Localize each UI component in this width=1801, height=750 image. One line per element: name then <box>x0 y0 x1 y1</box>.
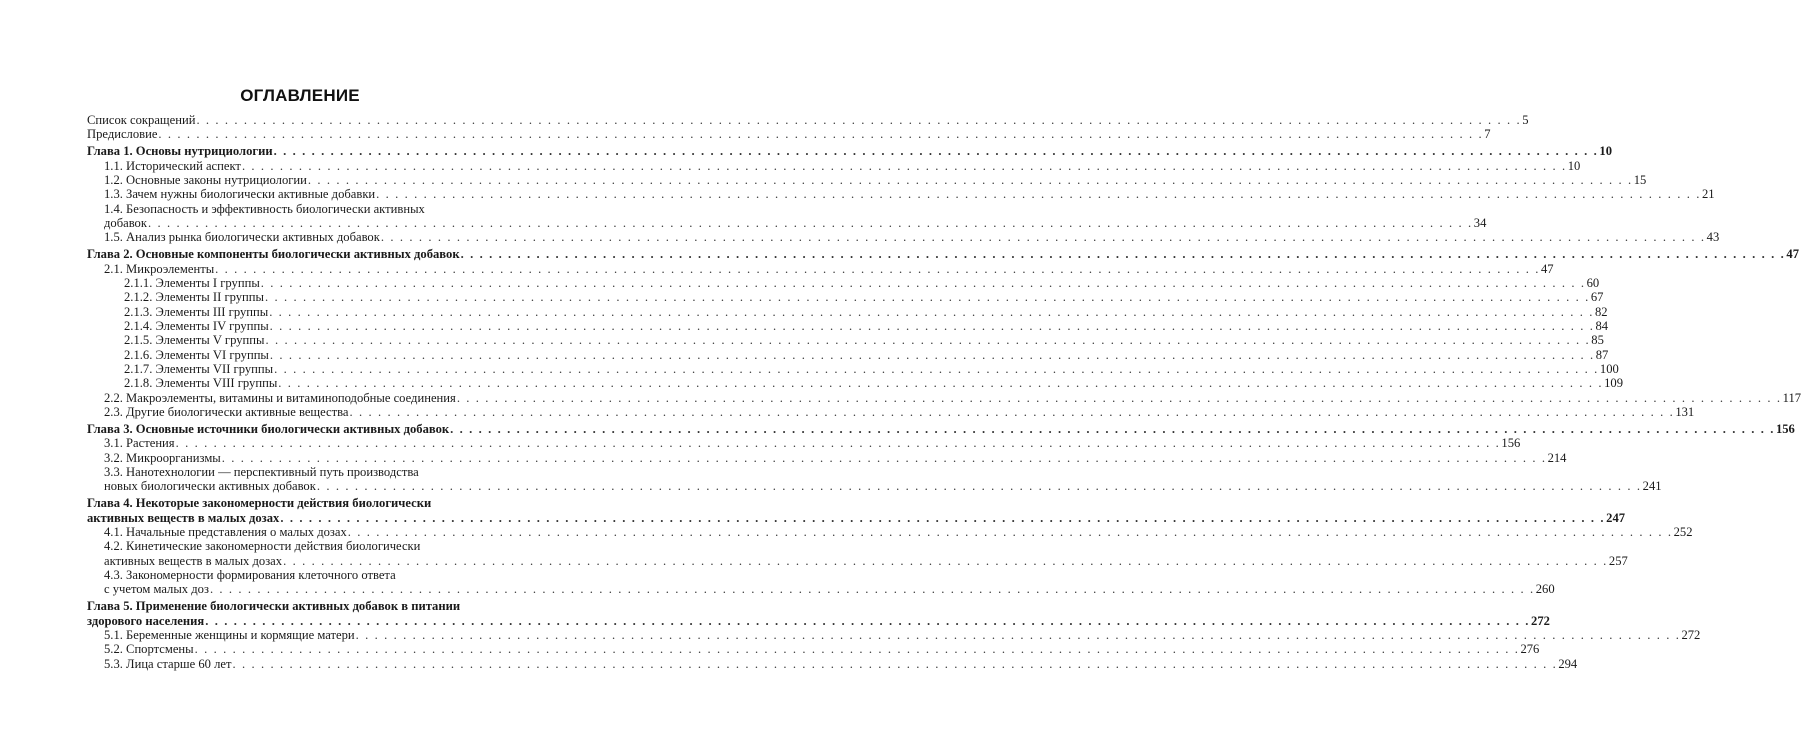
dot-leader: . . . . . . . . . . . . . . . . . . . . . . . . . . . . . . . . . . . . . . . . . . . . . . . . . . . . . . . . . . . . . . . . . . . . . . . . . . . . . . . . . . . . . . . . . . . . . . . . . . . . . . . . . . . . . . . . . . . . . . . . . . . . . . . . . . . . . . . . . . . . <box>215 261 1540 276</box>
toc-page-number: 10 <box>1599 144 1612 159</box>
toc-entry-line <box>87 144 1612 159</box>
toc-entry-line <box>87 642 1540 657</box>
toc-entry-text: 1.1. Исторический аспект <box>104 158 241 173</box>
toc-entry-text: 5.2. Спортсмены <box>104 642 194 657</box>
toc-entry-line <box>87 304 1608 319</box>
dot-leader: . . . . . . . . . . . . . . . . . . . . . . . . . . . . . . . . . . . . . . . . . . . . . . . . . . . . . . . . . . . . . . . . . . . . . . . . . . . . . . . . . . . . . . . . . . . . . . . . . . . . . . . . . . . . . . . . . . . . . . . . . . . . . . . . . . . . . . . . . . . . <box>269 319 1595 333</box>
toc-entry <box>87 642 1540 657</box>
dot-leader: . . . . . . . . . . . . . . . . . . . . . . . . . . . . . . . . . . . . . . . . . . . . . . . . . . . . . . . . . . . . . . . . . . . . . . . . . . . . . . . . . . . . . . . . . . . . . . . . . . . . . . . . . . . . . . . . . . . . . . . . . . . . . . . . . . . . . . . . . . . . <box>307 172 1633 187</box>
toc-entry <box>87 113 1529 127</box>
toc-page-number: 43 <box>1706 230 1720 245</box>
dot-leader: . . . . . . . . . . . . . . . . . . . . . . . . . . . . . . . . . . . . . . . . . . . . . . . . . . . . . . . . . . . . . . . . . . . . . . . . . . . . . . . . . . . . . . . . . . . . . . . . . . . . . . . . . . . . . . . . . . . . . . . . . . . . . . . . . . . . . . . . . . . . <box>265 333 1591 348</box>
toc-entry-line <box>87 582 1555 597</box>
toc-entry-line <box>87 479 1662 494</box>
toc-page-number: 7 <box>1484 127 1491 142</box>
toc-entry-line <box>87 510 1626 525</box>
toc-page-number: 276 <box>1520 642 1540 657</box>
toc-page-number: 60 <box>1586 275 1600 290</box>
toc-page-number: 5 <box>1522 113 1529 127</box>
toc-entry-text: Глава 1. Основы нутрициологии <box>87 144 273 159</box>
toc-entry-line <box>87 290 1604 305</box>
dot-leader: . . . . . . . . . . . . . . . . . . . . . . . . . . . . . . . . . . . . . . . . . . . . . . . . . . . . . . . . . . . . . . . . . . . . . . . . . . . . . . . . . . . . . . . . . . . . . . . . . . . . . . . . . . . . . . . . . . . . . . . . . . . . . . . . . . . . . . . . . . . . <box>347 525 1673 539</box>
dot-leader: . . . . . . . . . . . . . . . . . . . . . . . . . . . . . . . . . . . . . . . . . . . . . . . . . . . . . . . . . . . . . . . . . . . . . . . . . . . . . . . . . . . . . . . . . . . . . . . . . . . . . . . . . . . . . . . . . . . . . . . . . . . . . . . . . . . . . . . . . . . . <box>273 144 1599 159</box>
toc-entry-line <box>87 127 1491 142</box>
toc-entry <box>87 319 1609 333</box>
toc-entry <box>87 333 1604 348</box>
dot-leader: . . . . . . . . . . . . . . . . . . . . . . . . . . . . . . . . . . . . . . . . . . . . . . . . . . . . . . . . . . . . . . . . . . . . . . . . . . . . . . . . . . . . . . . . . . . . . . . . . . . . . . . . . . . . . . . . . . . . . . . . . . . . . . . . . . . . . . . . . . . . <box>450 422 1775 436</box>
toc-page-number: 109 <box>1604 376 1623 391</box>
toc-entry-text: 2.1.7. Элементы VII группы <box>124 362 274 377</box>
page-title: ОГЛАВЛЕНИЕ <box>240 86 360 105</box>
table-of-contents <box>87 113 1801 671</box>
dot-leader: . . . . . . . . . . . . . . . . . . . . . . . . . . . . . . . . . . . . . . . . . . . . . . . . . . . . . . . . . . . . . . . . . . . . . . . . . . . . . . . . . . . . . . . . . . . . . . . . . . . . . . . . . . . . . . . . . . . . . . . . . . . . . . . . . . . . . . . . . . . . <box>269 304 1594 319</box>
dot-leader: . . . . . . . . . . . . . . . . . . . . . . . . . . . . . . . . . . . . . . . . . . . . . . . . . . . . . . . . . . . . . . . . . . . . . . . . . . . . . . . . . . . . . . . . . . . . . . . . . . . . . . . . . . . . . . . . . . . . . . . . . . . . . . . . . . . . . . . . . . . . <box>265 290 1590 305</box>
toc-entry-line <box>87 390 1801 405</box>
toc-entry-line <box>87 319 1609 333</box>
toc-entry-text: 1.2. Основные законы нутрициологии <box>104 172 307 187</box>
toc-entry-text: 1.5. Анализ рынка биологически активных добавок <box>104 230 380 245</box>
dot-leader: . . . . . . . . . . . . . . . . . . . . . . . . . . . . . . . . . . . . . . . . . . . . . . . . . . . . . . . . . . . . . . . . . . . . . . . . . . . . . . . . . . . . . . . . . . . . . . . . . . . . . . . . . . . . . . . . . . . . . . . . . . . . . . . . . . . . . . . . . . . . <box>456 390 1782 405</box>
toc-entry <box>87 525 1693 539</box>
toc-page-number: 247 <box>1606 510 1626 525</box>
toc-entry-text: Глава 2. Основные компоненты биологически активных добавок <box>87 247 460 262</box>
toc-page-number: 260 <box>1535 582 1555 597</box>
toc-page-number: 47 <box>1786 247 1799 262</box>
toc-entry-line <box>87 613 1550 628</box>
toc-page-number: 117 <box>1782 390 1801 405</box>
toc-page-number: 257 <box>1608 553 1628 568</box>
toc-page-number: 82 <box>1595 304 1608 319</box>
toc-page-number: 156 <box>1775 422 1795 436</box>
toc-entry <box>87 347 1609 362</box>
toc-entry-line <box>87 568 512 582</box>
toc-entry <box>87 390 1801 405</box>
dot-leader: . . . . . . . . . . . . . . . . . . . . . . . . . . . . . . . . . . . . . . . . . . . . . . . . . . . . . . . . . . . . . . . . . . . . . . . . . . . . . . . . . . . . . . . . . . . . . . . . . . . . . . . . . . . . . . . . . . . . . . . . . . . . . . . . . . . . . . . . . . . . <box>349 405 1675 420</box>
toc-entry <box>87 127 1491 142</box>
toc-entry-line <box>87 187 1715 202</box>
toc-entry <box>87 230 1720 245</box>
toc-entry <box>87 362 1619 377</box>
toc-entry-text: 2.1. Микроэлементы <box>104 261 215 276</box>
dot-leader: . . . . . . . . . . . . . . . . . . . . . . . . . . . . . . . . . . . . . . . . . . . . . . . . . . . . . . . . . . . . . . . . . . . . . . . . . . . . . . . . . . . . . . . . . . . . . . . . . . . . . . . . . . . . . . . . . . . . . . . . . . . . . . . . . . . . . . . . . . . . <box>380 230 1706 245</box>
toc-entry-line <box>87 172 1647 187</box>
toc-page-number: 100 <box>1599 362 1619 377</box>
toc-entry-line <box>87 261 1554 276</box>
toc-entry-line <box>87 450 1567 465</box>
dot-leader: . . . . . . . . . . . . . . . . . . . . . . . . . . . . . . . . . . . . . . . . . . . . . . . . . . . . . . . . . . . . . . . . . . . . . . . . . . . . . . . . . . . . . . . . . . . . . . . . . . . . . . . . . . . . . . . . . . . . . . . . . . . . . . . . . . . . . . . . . . . . <box>460 247 1786 262</box>
toc-entry-line <box>87 553 1628 568</box>
toc-entry-text: 3.1. Растения <box>104 436 175 451</box>
toc-entry-line <box>87 362 1619 377</box>
toc-entry-text: Список сокращений <box>87 113 196 127</box>
toc-page-number: 156 <box>1501 436 1521 451</box>
dot-leader: . . . . . . . . . . . . . . . . . . . . . . . . . . . . . . . . . . . . . . . . . . . . . . . . . . . . . . . . . . . . . . . . . . . . . . . . . . . . . . . . . . . . . . . . . . . . . . . . . . . . . . . . . . . . . . . . . . . . . . . . . . . . . . . . . . . . . . . . . . . . <box>232 656 1558 671</box>
toc-entry <box>87 376 1623 391</box>
dot-leader: . . . . . . . . . . . . . . . . . . . . . . . . . . . . . . . . . . . . . . . . . . . . . . . . . . . . . . . . . . . . . . . . . . . . . . . . . . . . . . . . . . . . . . . . . . . . . . . . . . . . . . . . . . . . . . . . . . . . . . . . . . . . . . . . . . . . . . . . . . . . <box>209 582 1535 597</box>
toc-entry-line <box>87 436 1521 451</box>
toc-entry-line <box>87 113 1529 127</box>
toc-entry <box>87 465 1662 494</box>
toc-entry <box>87 539 1628 568</box>
toc-entry-line <box>87 405 1695 420</box>
toc-page-number: 10 <box>1567 158 1581 173</box>
toc-entry-line <box>87 539 512 553</box>
toc-page-number: 15 <box>1633 172 1647 187</box>
toc-entry-text: 2.1.8. Элементы VIII группы <box>124 376 278 391</box>
toc-entry-text: 1.3. Зачем нужны биологически активные добавки <box>104 187 376 202</box>
toc-page-number: 131 <box>1675 405 1695 420</box>
dot-leader: . . . . . . . . . . . . . . . . . . . . . . . . . . . . . . . . . . . . . . . . . . . . . . . . . . . . . . . . . . . . . . . . . . . . . . . . . . . . . . . . . . . . . . . . . . . . . . . . . . . . . . . . . . . . . . . . . . . . . . . . . . . . . . . . . . . . . . . . . . . . <box>376 187 1701 202</box>
toc-chapter-entry <box>87 247 1799 262</box>
dot-leader: . . . . . . . . . . . . . . . . . . . . . . . . . . . . . . . . . . . . . . . . . . . . . . . . . . . . . . . . . . . . . . . . . . . . . . . . . . . . . . . . . . . . . . . . . . . . . . . . . . . . . . . . . . . . . . . . . . . . . . . . . . . . . . . . . . . . . . . . . . . . <box>158 127 1484 142</box>
toc-entry-text: Глава 3. Основные источники биологически активных добавок <box>87 422 450 436</box>
toc-entry-line <box>87 376 1623 391</box>
dot-leader: . . . . . . . . . . . . . . . . . . . . . . . . . . . . . . . . . . . . . . . . . . . . . . . . . . . . . . . . . . . . . . . . . . . . . . . . . . . . . . . . . . . . . . . . . . . . . . . . . . . . . . . . . . . . . . . . . . . . . . . . . . . . . . . . . . . . . . . . . . . . <box>194 642 1520 657</box>
toc-entry-line <box>87 158 1581 173</box>
toc-entry <box>87 261 1554 276</box>
dot-leader: . . . . . . . . . . . . . . . . . . . . . . . . . . . . . . . . . . . . . . . . . . . . . . . . . . . . . . . . . . . . . . . . . . . . . . . . . . . . . . . . . . . . . . . . . . . . . . . . . . . . . . . . . . . . . . . . . . . . . . . . . . . . . . . . . . . . . . . . . . . . <box>283 553 1608 568</box>
toc-page-number: 84 <box>1595 319 1609 333</box>
dot-leader: . . . . . . . . . . . . . . . . . . . . . . . . . . . . . . . . . . . . . . . . . . . . . . . . . . . . . . . . . . . . . . . . . . . . . . . . . . . . . . . . . . . . . . . . . . . . . . . . . . . . . . . . . . . . . . . . . . . . . . . . . . . . . . . . . . . . . . . . . . . . <box>280 510 1606 525</box>
toc-entry <box>87 450 1567 465</box>
dot-leader: . . . . . . . . . . . . . . . . . . . . . . . . . . . . . . . . . . . . . . . . . . . . . . . . . . . . . . . . . . . . . . . . . . . . . . . . . . . . . . . . . . . . . . . . . . . . . . . . . . . . . . . . . . . . . . . . . . . . . . . . . . . . . . . . . . . . . . . . . . . . <box>269 347 1595 362</box>
toc-entry-text: 4.2. Кинетические закономерности действия биологически <box>104 539 421 554</box>
toc-page-number: 214 <box>1547 450 1567 465</box>
toc-entry-line <box>87 230 1720 245</box>
toc-entry-text: активных веществ в малых дозах <box>87 510 280 525</box>
toc-entry-line <box>87 465 512 479</box>
toc-entry <box>87 436 1521 451</box>
toc-page-number: 87 <box>1595 347 1609 362</box>
toc-entry-text: Предисловие <box>87 127 158 142</box>
toc-page-number: 34 <box>1473 216 1487 230</box>
toc-entry-text: 3.3. Нанотехнологии — перспективный путь производства <box>104 465 419 480</box>
dot-leader: . . . . . . . . . . . . . . . . . . . . . . . . . . . . . . . . . . . . . . . . . . . . . . . . . . . . . . . . . . . . . . . . . . . . . . . . . . . . . . . . . . . . . . . . . . . . . . . . . . . . . . . . . . . . . . . . . . . . . . . . . . . . . . . . . . . . . . . . . . . . <box>147 216 1473 230</box>
toc-chapter-entry <box>87 144 1612 159</box>
dot-leader: . . . . . . . . . . . . . . . . . . . . . . . . . . . . . . . . . . . . . . . . . . . . . . . . . . . . . . . . . . . . . . . . . . . . . . . . . . . . . . . . . . . . . . . . . . . . . . . . . . . . . . . . . . . . . . . . . . . . . . . . . . . . . . . . . . . . . . . . . . . . <box>175 436 1501 451</box>
dot-leader: . . . . . . . . . . . . . . . . . . . . . . . . . . . . . . . . . . . . . . . . . . . . . . . . . . . . . . . . . . . . . . . . . . . . . . . . . . . . . . . . . . . . . . . . . . . . . . . . . . . . . . . . . . . . . . . . . . . . . . . . . . . . . . . . . . . . . . . . . . . . <box>274 362 1599 377</box>
toc-entry <box>87 187 1715 202</box>
toc-entry-line <box>87 347 1609 362</box>
toc-entry-text: 2.1.5. Элементы V группы <box>124 333 265 348</box>
toc-entry-line <box>87 216 1487 230</box>
dot-leader: . . . . . . . . . . . . . . . . . . . . . . . . . . . . . . . . . . . . . . . . . . . . . . . . . . . . . . . . . . . . . . . . . . . . . . . . . . . . . . . . . . . . . . . . . . . . . . . . . . . . . . . . . . . . . . . . . . . . . . . . . . . . . . . . . . . . . . . . . . . . <box>241 158 1567 173</box>
toc-entry-text: 5.3. Лица старше 60 лет <box>104 656 232 671</box>
toc-chapter-entry <box>87 422 1795 436</box>
toc-entry-text: 1.4. Безопасность и эффективность биологически активных <box>104 201 425 216</box>
toc-entry-line <box>87 422 1795 436</box>
toc-entry <box>87 568 1555 597</box>
toc-page-number: 47 <box>1540 261 1554 276</box>
toc-page-number: 67 <box>1590 290 1604 305</box>
toc-entry-line <box>87 656 1578 671</box>
toc-entry-text: Глава 5. Применение биологически активных добавок в питании <box>87 599 461 614</box>
toc-entry-text: 3.2. Микроорганизмы <box>104 450 221 465</box>
toc-entry-text: 2.1.3. Элементы III группы <box>124 304 269 319</box>
toc-entry-text: добавок <box>104 216 147 230</box>
toc-entry <box>87 405 1695 420</box>
toc-entry <box>87 201 1487 231</box>
dot-leader: . . . . . . . . . . . . . . . . . . . . . . . . . . . . . . . . . . . . . . . . . . . . . . . . . . . . . . . . . . . . . . . . . . . . . . . . . . . . . . . . . . . . . . . . . . . . . . . . . . . . . . . . . . . . . . . . . . . . . . . . . . . . . . . . . . . . . . . . . . . . <box>260 275 1586 290</box>
toc-entry <box>87 275 1600 290</box>
toc-page-number: 294 <box>1558 656 1578 671</box>
toc-entry <box>87 656 1578 671</box>
toc-entry-text: здорового населения <box>87 613 205 628</box>
toc-entry <box>87 172 1647 187</box>
toc-entry-text: 4.1. Начальные представления о малых дозах <box>104 525 347 539</box>
toc-entry-text: 2.1.2. Элементы II группы <box>124 290 264 305</box>
toc-entry-line <box>87 525 1693 539</box>
dot-leader: . . . . . . . . . . . . . . . . . . . . . . . . . . . . . . . . . . . . . . . . . . . . . . . . . . . . . . . . . . . . . . . . . . . . . . . . . . . . . . . . . . . . . . . . . . . . . . . . . . . . . . . . . . . . . . . . . . . . . . . . . . . . . . . . . . . . . . . . . . . . <box>205 613 1531 628</box>
toc-chapter-entry <box>87 496 1626 525</box>
toc-entry-line <box>87 333 1604 348</box>
toc-entry-line <box>87 599 512 613</box>
toc-entry-text: 2.1.1. Элементы I группы <box>124 275 260 290</box>
toc-entry <box>87 304 1608 319</box>
toc-entry-text: 2.1.6. Элементы VI группы <box>124 347 269 362</box>
toc-entry-text: активных веществ в малых дозах <box>104 553 283 568</box>
toc-entry-text: 5.1. Беременные женщины и кормящие матери <box>104 628 355 642</box>
toc-entry-text: с учетом малых доз <box>104 582 209 597</box>
toc-chapter-entry <box>87 599 1550 628</box>
dot-leader: . . . . . . . . . . . . . . . . . . . . . . . . . . . . . . . . . . . . . . . . . . . . . . . . . . . . . . . . . . . . . . . . . . . . . . . . . . . . . . . . . . . . . . . . . . . . . . . . . . . . . . . . . . . . . . . . . . . . . . . . . . . . . . . . . . . . . . . . . . . . <box>221 450 1547 465</box>
toc-page-number: 272 <box>1681 628 1701 642</box>
toc-page-number: 85 <box>1591 333 1604 348</box>
toc-entry <box>87 628 1701 642</box>
toc-entry-text: 2.1.4. Элементы IV группы <box>124 319 269 333</box>
dot-leader: . . . . . . . . . . . . . . . . . . . . . . . . . . . . . . . . . . . . . . . . . . . . . . . . . . . . . . . . . . . . . . . . . . . . . . . . . . . . . . . . . . . . . . . . . . . . . . . . . . . . . . . . . . . . . . . . . . . . . . . . . . . . . . . . . . . . . . . . . . . . <box>278 376 1604 391</box>
toc-entry-line <box>87 275 1600 290</box>
toc-entry-line <box>87 247 1799 262</box>
toc-entry-text: Глава 4. Некоторые закономерности действия биологически <box>87 496 432 511</box>
toc-entry <box>87 158 1581 173</box>
toc-entry-text: 4.3. Закономерности формирования клеточного ответа <box>104 568 396 583</box>
toc-entry-line <box>87 202 512 216</box>
toc-page-number: 21 <box>1701 187 1715 202</box>
dot-leader: . . . . . . . . . . . . . . . . . . . . . . . . . . . . . . . . . . . . . . . . . . . . . . . . . . . . . . . . . . . . . . . . . . . . . . . . . . . . . . . . . . . . . . . . . . . . . . . . . . . . . . . . . . . . . . . . . . . . . . . . . . . . . . . . . . . . . . . . . . . . <box>316 479 1642 494</box>
dot-leader: . . . . . . . . . . . . . . . . . . . . . . . . . . . . . . . . . . . . . . . . . . . . . . . . . . . . . . . . . . . . . . . . . . . . . . . . . . . . . . . . . . . . . . . . . . . . . . . . . . . . . . . . . . . . . . . . . . . . . . . . . . . . . . . . . . . . . . . . . . . . <box>355 628 1681 642</box>
toc-page-number: 241 <box>1642 479 1662 494</box>
toc-entry-text: новых биологически активных добавок <box>104 479 316 494</box>
toc-entry <box>87 290 1604 305</box>
dot-leader: . . . . . . . . . . . . . . . . . . . . . . . . . . . . . . . . . . . . . . . . . . . . . . . . . . . . . . . . . . . . . . . . . . . . . . . . . . . . . . . . . . . . . . . . . . . . . . . . . . . . . . . . . . . . . . . . . . . . . . . . . . . . . . . . . . . . . . . . . . . . <box>196 113 1522 127</box>
toc-page-number: 272 <box>1531 613 1550 628</box>
toc-entry-line <box>87 628 1701 642</box>
toc-entry-text: 2.2. Макроэлементы, витамины и витаминоподобные соединения <box>104 390 456 405</box>
toc-entry-line <box>87 496 512 510</box>
toc-page-number: 252 <box>1673 525 1693 539</box>
toc-entry-text: 2.3. Другие биологически активные вещества <box>104 405 349 420</box>
